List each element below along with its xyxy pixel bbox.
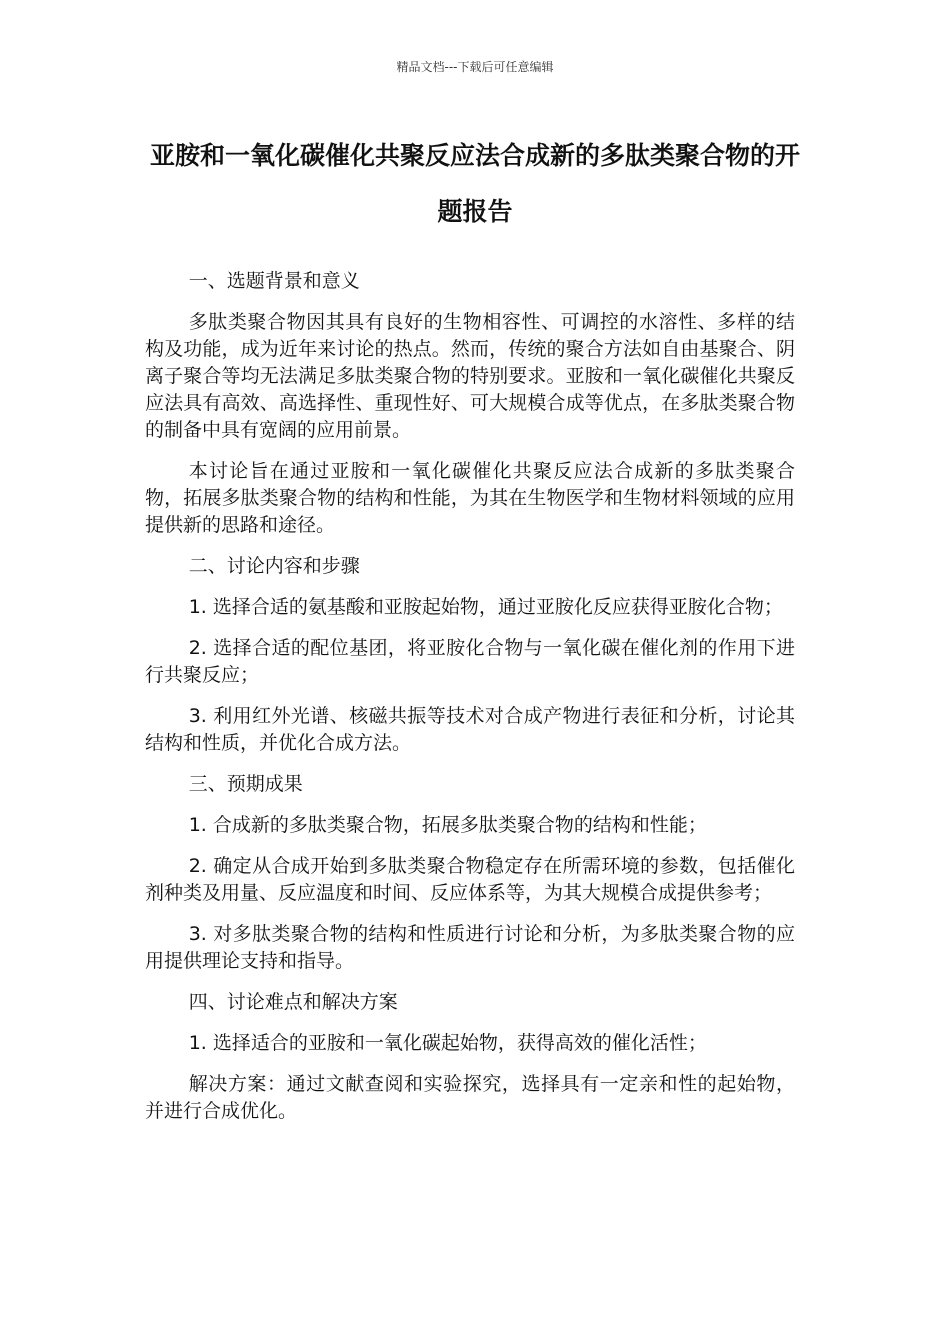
section-heading-results: 三、预期成果 — [188, 773, 303, 795]
section-heading-content: 二、讨论内容和步骤 — [188, 555, 360, 577]
document-title: 亚胺和一氧化碳催化共聚反应法合成新的多肽类聚合物的开题报告 — [149, 141, 800, 226]
list-item: 2. 确定从合成开始到多肽类聚合物稳定存在所需环境的参数，包括催化剂种类及用量、反应温度和时间、反应体系等，为其大规模合成提供参考； — [145, 855, 795, 904]
list-item: 2. 选择合适的配位基团，将亚胺化合物与一氧化碳在催化剂的作用下进行共聚反应； — [145, 637, 795, 686]
paragraph: 多肽类聚合物因其具有良好的生物相容性、可调控的水溶性、多样的结构及功能，成为近年来讨论的热点。然而，传统的聚合方法如自由基聚合、阴离子聚合等均无法满足多肽类聚合物的特别要求。亚胺和一氧化碳催化共聚反应法具有高效、高选择性、重现性好、可大规模合成等优点，在多肽类聚合物的制备中具有宽阔的应用前景。 — [145, 311, 795, 441]
list-item: 1. 合成新的多肽类聚合物，拓展多肽类聚合物的结构和性能； — [188, 814, 707, 836]
list-item: 1. 选择合适的氨基酸和亚胺起始物，通过亚胺化反应获得亚胺化合物； — [188, 596, 783, 618]
section-heading-difficulties: 四、讨论难点和解决方案 — [188, 991, 398, 1013]
paragraph: 解决方案：通过文献查阅和实验探究，选择具有一定亲和性的起始物，并进行合成优化。 — [145, 1073, 795, 1122]
list-item: 1. 选择适合的亚胺和一氧化碳起始物，获得高效的催化活性； — [188, 1032, 707, 1054]
list-item: 3. 对多肽类聚合物的结构和性质进行讨论和分析，为多肽类聚合物的应用提供理论支持和指导。 — [145, 923, 795, 972]
section-heading-background: 一、选题背景和意义 — [188, 270, 360, 292]
list-item: 3. 利用红外光谱、核磁共振等技术对合成产物进行表征和分析，讨论其结构和性质，并优化合成方法。 — [145, 705, 795, 754]
paragraph: 本讨论旨在通过亚胺和一氧化碳催化共聚反应法合成新的多肽类聚合物，拓展多肽类聚合物的结构和性能，为其在生物医学和生物材料领域的应用提供新的思路和途径。 — [145, 460, 795, 536]
header-note: 精品文档---下载后可任意编辑 — [396, 60, 554, 74]
document-body — [145, 268, 795, 1139]
